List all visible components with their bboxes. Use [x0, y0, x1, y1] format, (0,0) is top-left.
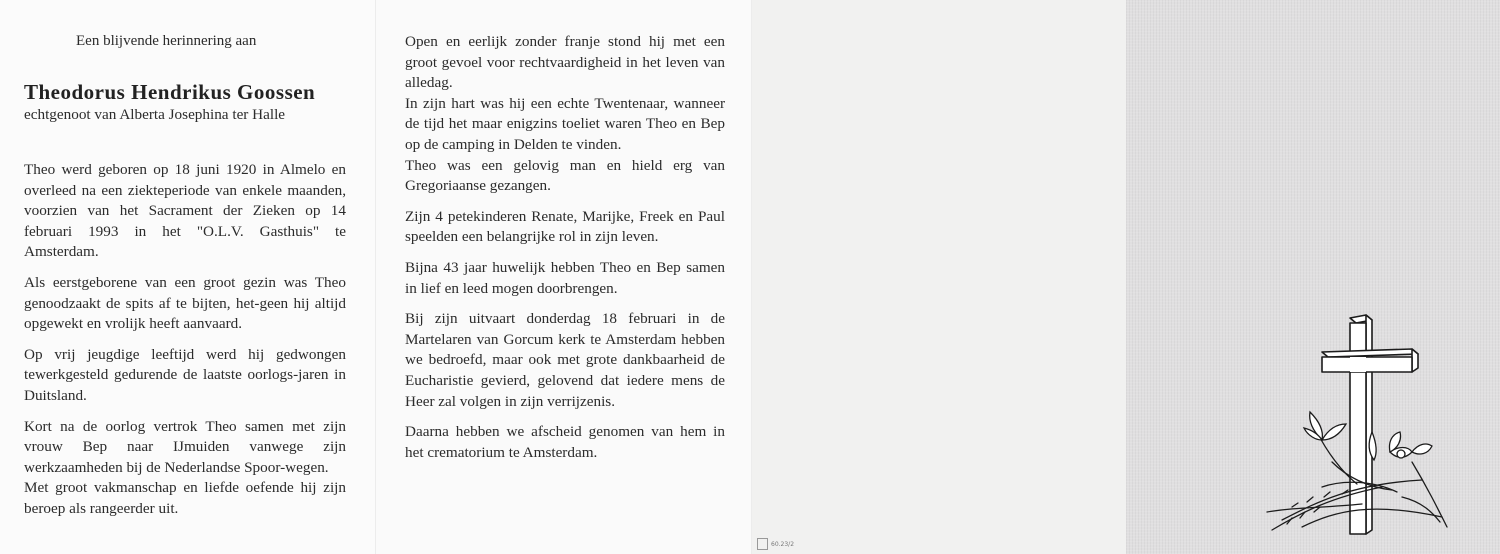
- biography-column-1: [24, 160, 346, 520]
- paragraph: Open en eerlijk zonder franje stond hij met een groot gevoel voor rechtvaardigheid in het leven van alledag.: [405, 33, 725, 92]
- paragraph: Theo was een gelovig man en hield erg van Gregoriaanse gezangen.: [405, 156, 725, 195]
- paragraph: Kort na de oorlog vertrok Theo samen met zijn vrouw Bep naar IJmuiden vanwege zijn werkzaamheden bij de Nederlandse Spoor-wegen.: [24, 417, 346, 476]
- printer-mark-icon: [757, 538, 768, 550]
- card-panel-left: [0, 0, 376, 554]
- paragraph: Bij zijn uitvaart donderdag 18 februari in de Martelaren van Gorcum kerk te Amsterdam hebben we bedroefd, maar ook met grote dankbaarheid de Eucharistie gevierd, gelovend dat iedere mens de Heer zal volgen in zijn verrijzenis.: [405, 310, 725, 410]
- biography-column-2: [405, 32, 725, 463]
- printer-mark-text: 60.23/2: [771, 540, 795, 548]
- paragraph: Bijna 43 jaar huwelijk hebben Theo en Bep samen in lief en leed mogen doorbrengen.: [405, 258, 725, 297]
- printer-mark: [757, 538, 794, 550]
- card-panel-blank: [752, 0, 1126, 554]
- paragraph: Theo werd geboren op 18 juni 1920 in Almelo en overleed na een ziekteperiode van enkele maanden, voorzien van het Sacrament der Zieken op 14 februari 1993 in het "O.L.V. Gasthuis" te Amsterdam.: [24, 161, 346, 261]
- paragraph: Als eerstgeborene van een groot gezin was Theo genoodzaakt de spits af te bijten, het-geen hij altijd opgewekt en vrolijk heeft aanvaard.: [24, 273, 346, 333]
- intro-line: Een blijvende herinnering aan: [76, 33, 257, 49]
- spouse-line: echtgenoot van Alberta Josephina ter Halle: [24, 106, 286, 123]
- paragraph: Daarna hebben we afscheid genomen van hem in het crematorium te Amsterdam.: [405, 423, 725, 461]
- cross-with-lilies-icon: [1262, 312, 1462, 542]
- paragraph: Op vrij jeugdige leeftijd werd hij gedwongen tewerkgesteld gedurende de laatste oorlogs-jaren in Duitsland.: [24, 345, 346, 404]
- deceased-name: Theodorus Hendrikus Goossen: [24, 80, 316, 104]
- paragraph: Zijn 4 petekinderen Renate, Marijke, Freek en Paul speelden een belangrijke rol in zijn leven.: [405, 207, 725, 246]
- paragraph: In zijn hart was hij een echte Twentenaar, wanneer de tijd het maar enigzins toeliet waren Theo en Bep op de camping in Delden te vinden.: [405, 94, 725, 153]
- paragraph: Met groot vakmanschap en liefde oefende hij zijn beroep als rangeerder uit.: [24, 479, 346, 517]
